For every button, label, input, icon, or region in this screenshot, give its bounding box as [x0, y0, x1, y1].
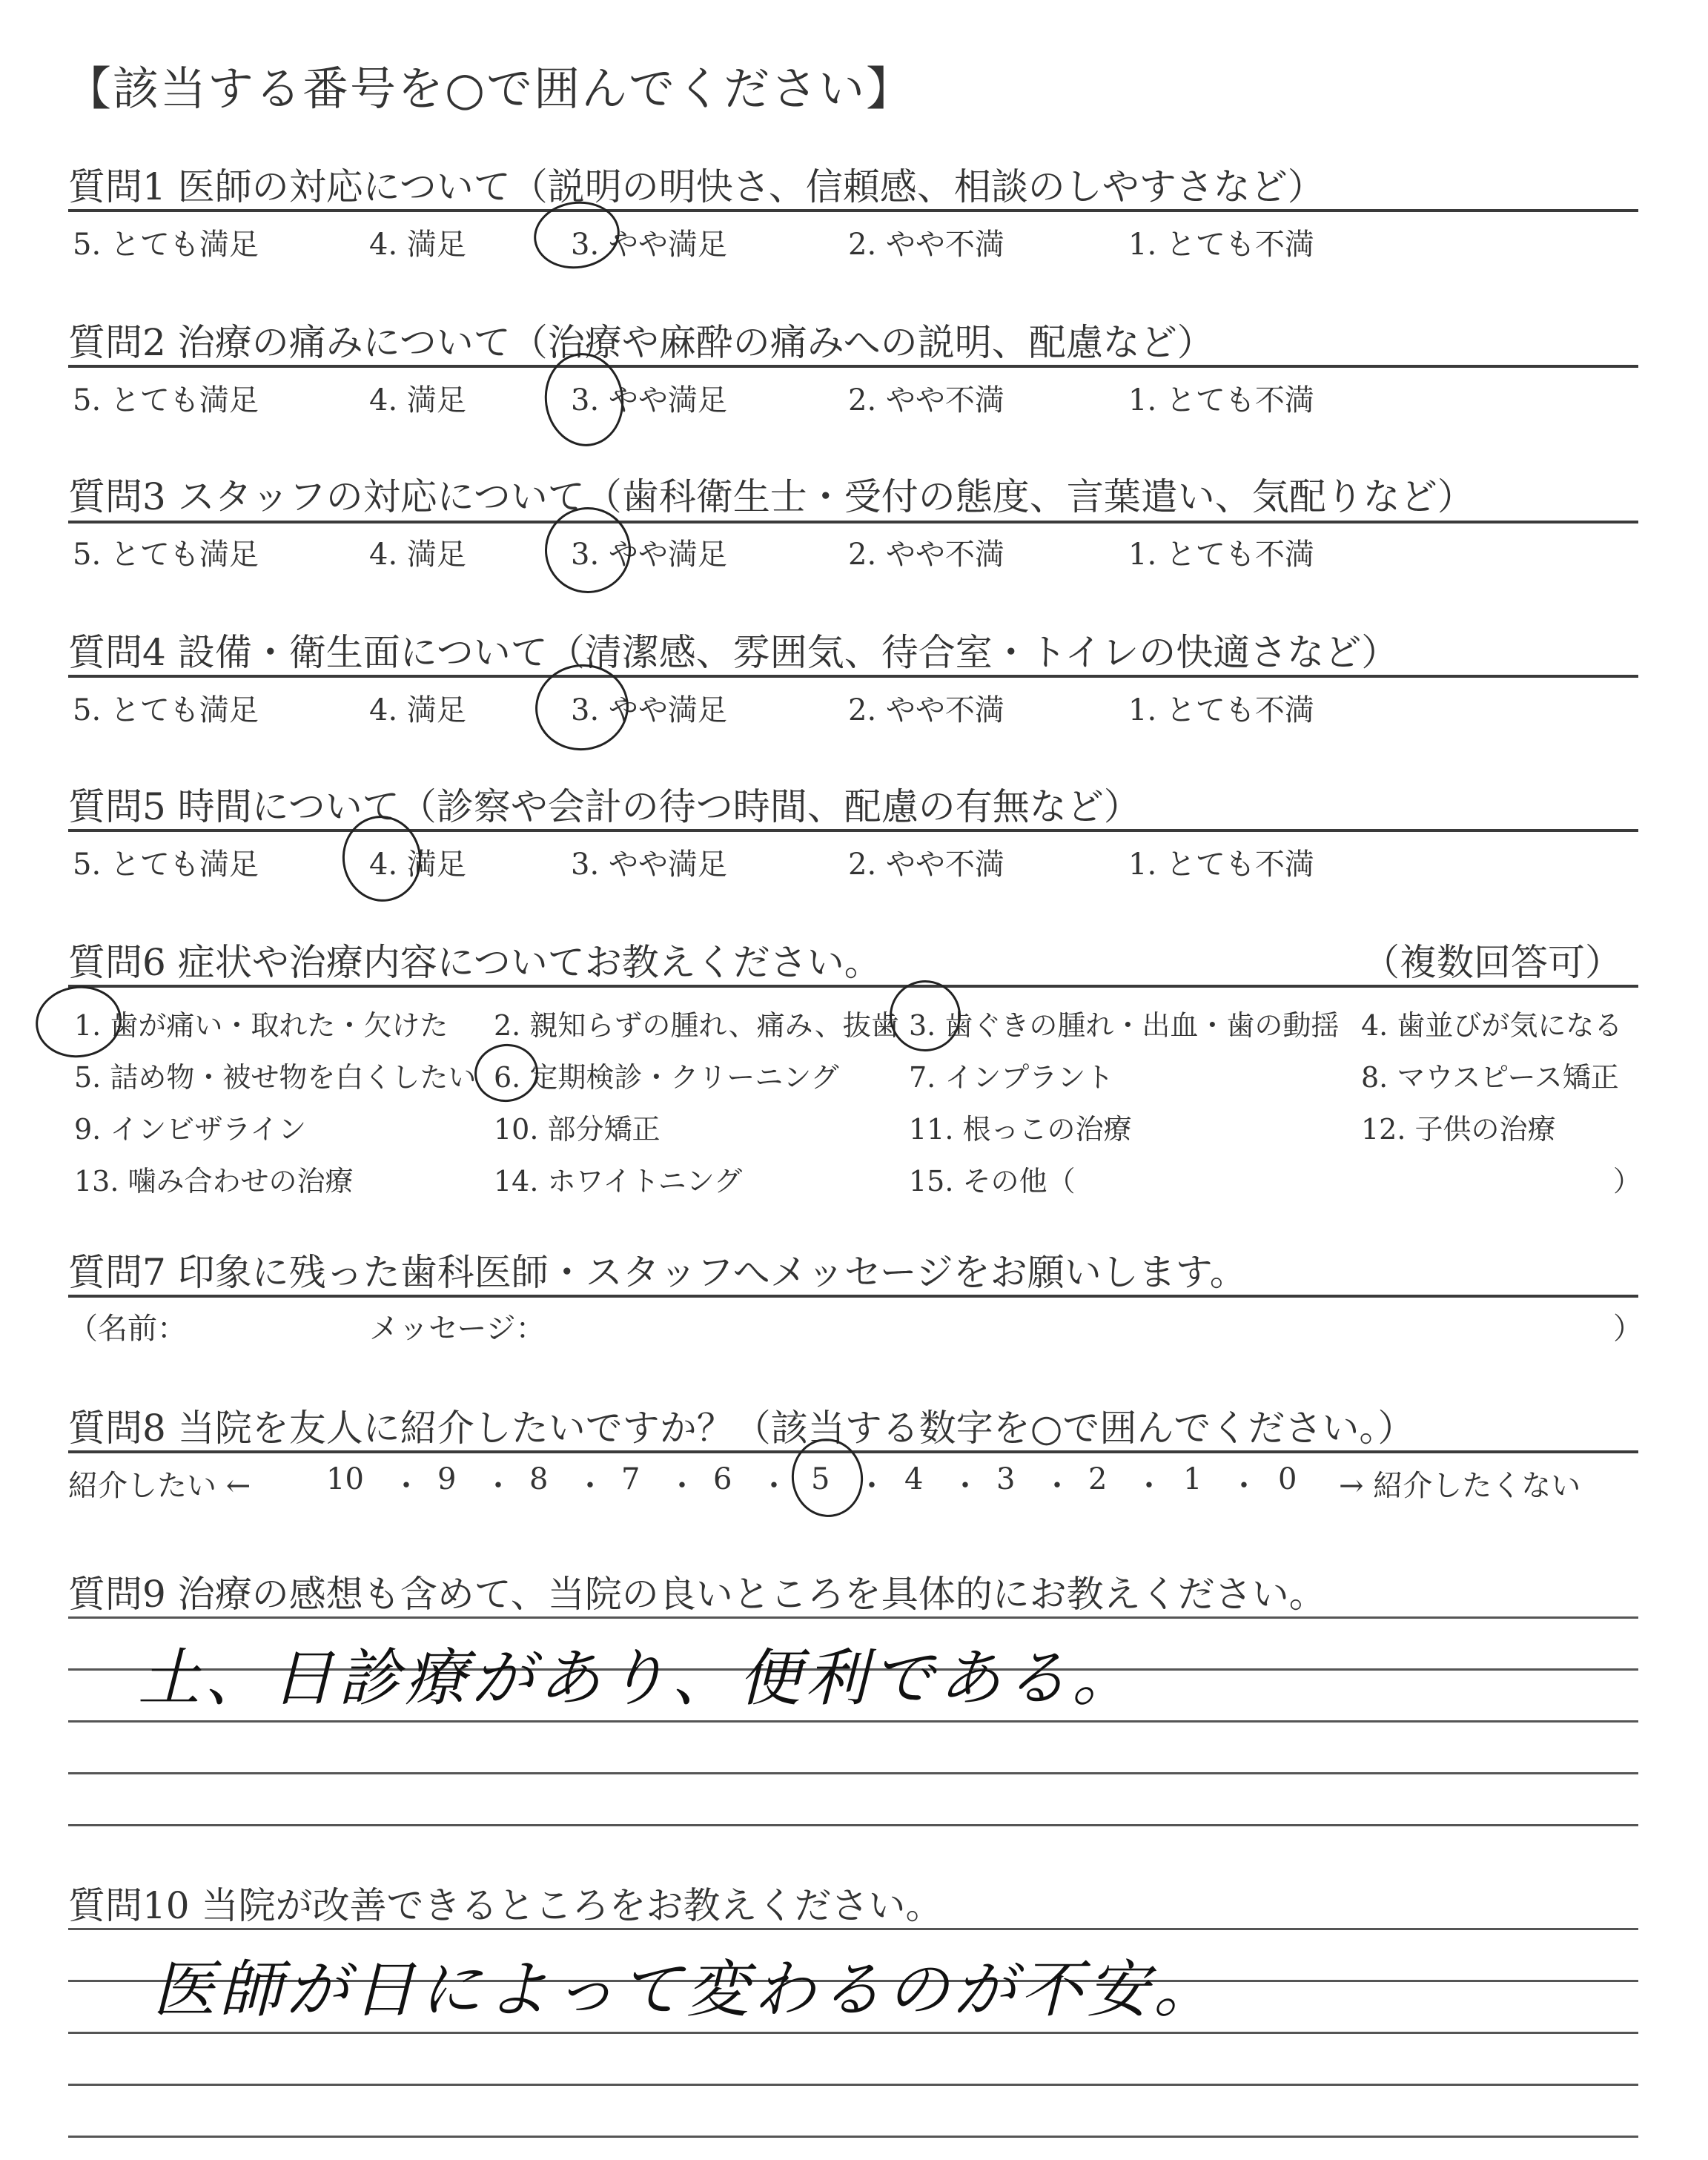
q8-scale-3[interactable]: 3	[996, 1462, 1016, 1496]
writing-line	[68, 1720, 1638, 1723]
selection-circle-q6-6	[471, 1040, 542, 1106]
writing-line	[68, 2084, 1638, 2086]
q8-scale-dot: ・	[1134, 1469, 1164, 1503]
q3-heading: 質問3 スタッフの対応について（歯科衛生士・受付の態度、言葉遣い、気配りなど）	[68, 475, 1474, 518]
q8-scale-10[interactable]: 10	[326, 1462, 364, 1496]
q5-option-5[interactable]: 5. とても満足	[73, 848, 259, 882]
q8-scale-dot: ・	[391, 1469, 421, 1503]
q8-scale-0[interactable]: 0	[1278, 1462, 1297, 1496]
writing-line	[68, 1928, 1638, 1930]
q8-scale-dot: ・	[575, 1469, 605, 1503]
q6-item-6[interactable]: 6. 定期検診・クリーニング	[494, 1061, 839, 1094]
q8-left-label: 紹介したい ←	[68, 1469, 251, 1503]
divider	[68, 365, 1638, 368]
q1-option-2[interactable]: 2. やや不満	[848, 228, 1004, 262]
q5-option-4[interactable]: 4. 満足	[369, 848, 466, 882]
q2-option-2[interactable]: 2. やや不満	[848, 383, 1004, 417]
q4-heading: 質問4 設備・衛生面について（清潔感、雰囲気、待合室・トイレの快適さなど）	[68, 631, 1399, 674]
q6-other-close: ）	[1613, 1165, 1642, 1198]
q8-scale-2[interactable]: 2	[1088, 1462, 1108, 1496]
divider	[68, 675, 1638, 678]
q7-name-label: （名前：	[68, 1312, 187, 1346]
q7-heading: 質問7 印象に残った歯科医師・スタッフへメッセージをお願いします。	[68, 1251, 1247, 1294]
q10-heading: 質問10 当院が改善できるところをお教えください。	[68, 1884, 943, 1927]
q8-scale-dot: ・	[483, 1469, 513, 1503]
q6-item-12[interactable]: 12. 子供の治療	[1361, 1113, 1556, 1146]
q6-item-9[interactable]: 9. インビザライン	[74, 1113, 307, 1146]
q4-option-2[interactable]: 2. やや不満	[848, 693, 1004, 727]
q5-option-1[interactable]: 1. とても不満	[1128, 848, 1314, 882]
q6-item-1[interactable]: 1. 歯が痛い・取れた・欠けた	[74, 1009, 448, 1042]
q2-option-3[interactable]: 3. やや満足	[571, 383, 727, 417]
q6-item-14[interactable]: 14. ホワイトニング	[494, 1165, 743, 1198]
q6-note: （複数回答可）	[1363, 941, 1622, 984]
q6-heading: 質問6 症状や治療内容についてお教えください。	[68, 941, 881, 984]
q9-handwritten-answer: 土、日診療があり、便利である。	[138, 1642, 1139, 1714]
q6-item-8[interactable]: 8. マウスピース矯正	[1361, 1061, 1619, 1094]
writing-line	[68, 1772, 1638, 1774]
selection-circle-q6-1	[31, 980, 126, 1063]
q1-option-4[interactable]: 4. 満足	[369, 228, 466, 262]
q6-item-10[interactable]: 10. 部分矯正	[494, 1113, 661, 1146]
writing-line	[68, 1616, 1638, 1619]
q1-option-1[interactable]: 1. とても不満	[1128, 228, 1314, 262]
q1-option-3[interactable]: 3. やや満足	[571, 228, 727, 262]
q9-heading: 質問9 治療の感想も含めて、当院の良いところを具体的にお教えください。	[68, 1573, 1326, 1616]
q6-item-4[interactable]: 4. 歯並びが気になる	[1361, 1009, 1623, 1042]
q8-scale-5[interactable]: 5	[811, 1462, 830, 1496]
q8-right-label: → 紹介したくない	[1339, 1469, 1581, 1503]
q8-scale-dot: ・	[1042, 1469, 1072, 1503]
q8-scale-1[interactable]: 1	[1183, 1462, 1202, 1496]
q6-item-2[interactable]: 2. 親知らずの腫れ、痛み、抜歯	[494, 1009, 899, 1042]
q6-item-7[interactable]: 7. インプラント	[909, 1061, 1114, 1094]
q6-item-11[interactable]: 11. 根っこの治療	[909, 1113, 1132, 1146]
q6-item-5[interactable]: 5. 詰め物・被せ物を白くしたい	[74, 1061, 477, 1094]
q8-scale-8[interactable]: 8	[529, 1462, 549, 1496]
q7-close-paren: ）	[1613, 1312, 1643, 1346]
q8-scale-9[interactable]: 9	[437, 1462, 457, 1496]
q8-scale-dot: ・	[759, 1469, 789, 1503]
q7-message-label: メッセージ：	[369, 1312, 546, 1346]
q3-option-5[interactable]: 5. とても満足	[73, 538, 259, 572]
q2-option-4[interactable]: 4. 満足	[369, 383, 466, 417]
q5-option-2[interactable]: 2. やや不満	[848, 848, 1004, 882]
q4-option-4[interactable]: 4. 満足	[369, 693, 466, 727]
q8-scale-4[interactable]: 4	[904, 1462, 924, 1496]
selection-circle-q6-3	[885, 976, 965, 1056]
q3-option-3[interactable]: 3. やや満足	[571, 538, 727, 572]
q4-option-1[interactable]: 1. とても不満	[1128, 693, 1314, 727]
writing-line	[68, 2136, 1638, 2138]
page-title: 【該当する番号を○で囲んでください】	[65, 62, 914, 116]
q8-scale-dot: ・	[857, 1469, 887, 1503]
q5-option-3[interactable]: 3. やや満足	[571, 848, 727, 882]
q3-option-2[interactable]: 2. やや不満	[848, 538, 1004, 572]
writing-line	[68, 1824, 1638, 1826]
q2-heading: 質問2 治療の痛みについて（治療や麻酔の痛みへの説明、配慮など）	[68, 321, 1214, 364]
q2-option-5[interactable]: 5. とても満足	[73, 383, 259, 417]
q1-option-5[interactable]: 5. とても満足	[73, 228, 259, 262]
writing-line	[68, 2032, 1638, 2034]
q6-item-13[interactable]: 13. 噛み合わせの治療	[74, 1165, 354, 1198]
q4-option-3[interactable]: 3. やや満足	[571, 693, 727, 727]
q1-heading: 質問1 医師の対応について（説明の明快さ、信頼感、相談のしやすさなど）	[68, 165, 1325, 208]
q3-option-4[interactable]: 4. 満足	[369, 538, 466, 572]
q5-heading: 質問5 時間について（診察や会計の待つ時間、配慮の有無など）	[68, 785, 1141, 828]
q8-scale-dot: ・	[950, 1469, 980, 1503]
q2-option-1[interactable]: 1. とても不満	[1128, 383, 1314, 417]
divider	[68, 985, 1638, 988]
q6-item-15[interactable]: 15. その他（	[909, 1165, 1076, 1198]
q4-option-5[interactable]: 5. とても満足	[73, 693, 259, 727]
q8-scale-dot: ・	[667, 1469, 697, 1503]
q6-item-3[interactable]: 3. 歯ぐきの腫れ・出血・歯の動揺	[909, 1009, 1340, 1042]
divider	[68, 521, 1638, 524]
q8-scale-6[interactable]: 6	[713, 1462, 732, 1496]
q3-option-1[interactable]: 1. とても不満	[1128, 538, 1314, 572]
q10-handwritten-answer: 医師が日によって変わるのが不安。	[153, 1953, 1221, 2026]
q8-scale-dot: ・	[1229, 1469, 1259, 1503]
q8-scale-7[interactable]: 7	[621, 1462, 640, 1496]
divider	[68, 829, 1638, 832]
q8-heading: 質問8 当院を友人に紹介したいですか？（該当する数字を○で囲んでください。）	[68, 1407, 1415, 1450]
divider	[68, 1295, 1638, 1298]
divider	[68, 209, 1638, 212]
